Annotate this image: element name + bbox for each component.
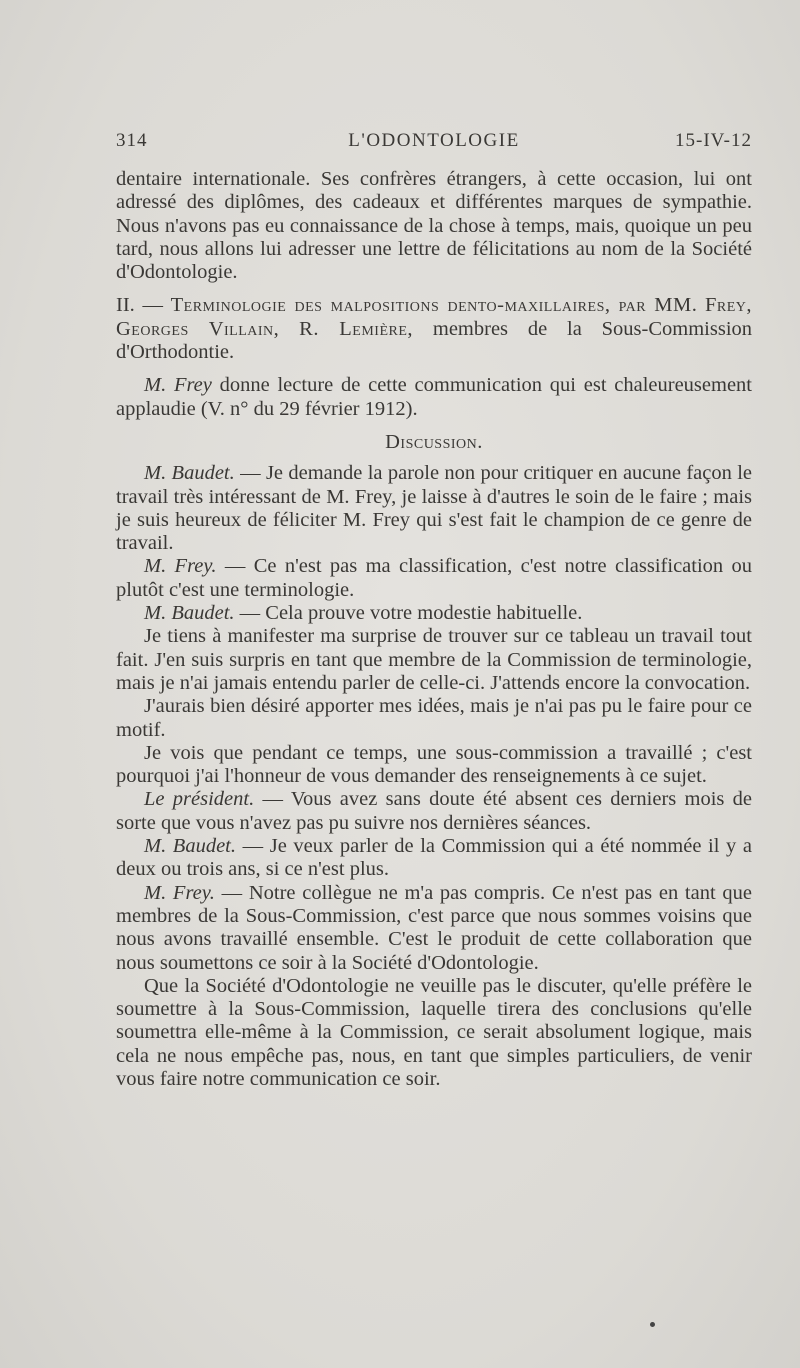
section-number: II. —	[116, 294, 163, 317]
speech: — Je veux parler de la Commission qui a été nommée il y a deux ou trois ans, si ce n'est plus.	[116, 835, 752, 881]
issue-date: 15-IV-12	[675, 130, 752, 151]
running-header	[116, 130, 752, 160]
section-heading	[116, 294, 752, 364]
discussion-heading: Discussion.	[385, 430, 483, 453]
discussion-entry: Que la Société d'Odontologie ne veuille pas le discuter, qu'elle préfère le soumettre à la Sous-Commission, laquelle tirera des conclusions qu'elle soumettra elle-même à la Commission, ce serait absolument logique, mais cela ne nous empêche pas, nous, en tant que simples particuliers, de venir vous faire notre communication ce soir.	[116, 974, 752, 1090]
author-frey: Frey,	[705, 294, 753, 317]
speaker: Le président.	[144, 788, 255, 811]
paragraph-lecture	[116, 374, 752, 421]
author-villain: Georges Villain,	[116, 317, 280, 340]
page-number: 314	[116, 130, 148, 151]
speaker: M. Baudet.	[144, 462, 235, 485]
page-body	[116, 168, 752, 1091]
section-title: Terminologie des malpositions dento-maxillaires, par MM.	[170, 294, 698, 317]
paragraph-continued: dentaire internationale. Ses confrères étrangers, à cette occasion, lui ont adressé des diplômes, des cadeaux et différentes marques de sympathie. Nous n'avons pas eu connaissance de la chose à temps, mais, quoique un peu tard, nous allons lui adresser une lettre de félicitations au nom de la Société d'Odontologie.	[116, 168, 752, 284]
discussion-entry	[116, 835, 752, 882]
author-lemiere: R. Lemière,	[299, 317, 414, 340]
discussion-entry: Je tiens à manifester ma surprise de trouver sur ce tableau un travail tout fait. J'en suis surpris en tant que membre de la Commission de terminologie, mais je n'ai jamais entendu parler de celle-ci. J'attends encore la convocation.	[116, 625, 752, 694]
speaker: M. Frey	[144, 374, 212, 397]
discussion-entry: Je vois que pendant ce temps, une sous-commission a travaillé ; c'est pourquoi j'ai l'honneur de vous demander des renseignements à ce sujet.	[116, 741, 752, 788]
journal-title: L'ODONTOLOGIE	[348, 130, 520, 151]
speech: — Vous avez sans doute été absent ces derniers mois de sorte que vous n'avez pas pu suivre nos dernières séances.	[116, 788, 753, 834]
speech: — Cela prouve votre modestie habituelle.	[239, 602, 583, 625]
discussion-entry	[116, 462, 752, 555]
speech: donne lecture de cette communication qui est chaleureusement applaudie (V. n° du 29 février 1912).	[116, 374, 752, 420]
discussion-entry: J'aurais bien désiré apporter mes idées, mais je n'ai pas pu le faire pour ce motif.	[116, 695, 752, 741]
speech: — Notre collègue ne m'a pas compris. Ce n'est pas en tant que membres de la Sous-Commission, c'est parce que nous sommes voisins que nous avons travaillé ensemble. C'est le produit de cette collaboration que nous soumettons ce soir à la Société d'Odontologie.	[116, 881, 752, 974]
section-tail: membres de la Sous-Commission d'Orthodontie.	[116, 317, 753, 364]
discussion-entry	[116, 602, 752, 625]
discussion-entry	[116, 882, 752, 975]
speech: — Je demande la parole non pour critiquer en aucune façon le travail très intéressant de M. Frey, je laisse à d'autres le soin de le faire ; mais je suis heureux de féliciter M. Frey qui s'est fait le champion de ce genre de travail.	[116, 462, 753, 555]
speaker: M. Frey.	[144, 555, 217, 578]
speaker: M. Frey.	[144, 881, 215, 904]
page-speck	[650, 1322, 655, 1327]
discussion-entry	[116, 555, 752, 602]
speech: — Ce n'est pas ma classification, c'est notre classification ou plutôt c'est une terminologie.	[116, 555, 753, 601]
discussion-entry	[116, 788, 752, 835]
speaker: M. Baudet.	[144, 835, 236, 858]
speaker: M. Baudet.	[144, 602, 235, 625]
